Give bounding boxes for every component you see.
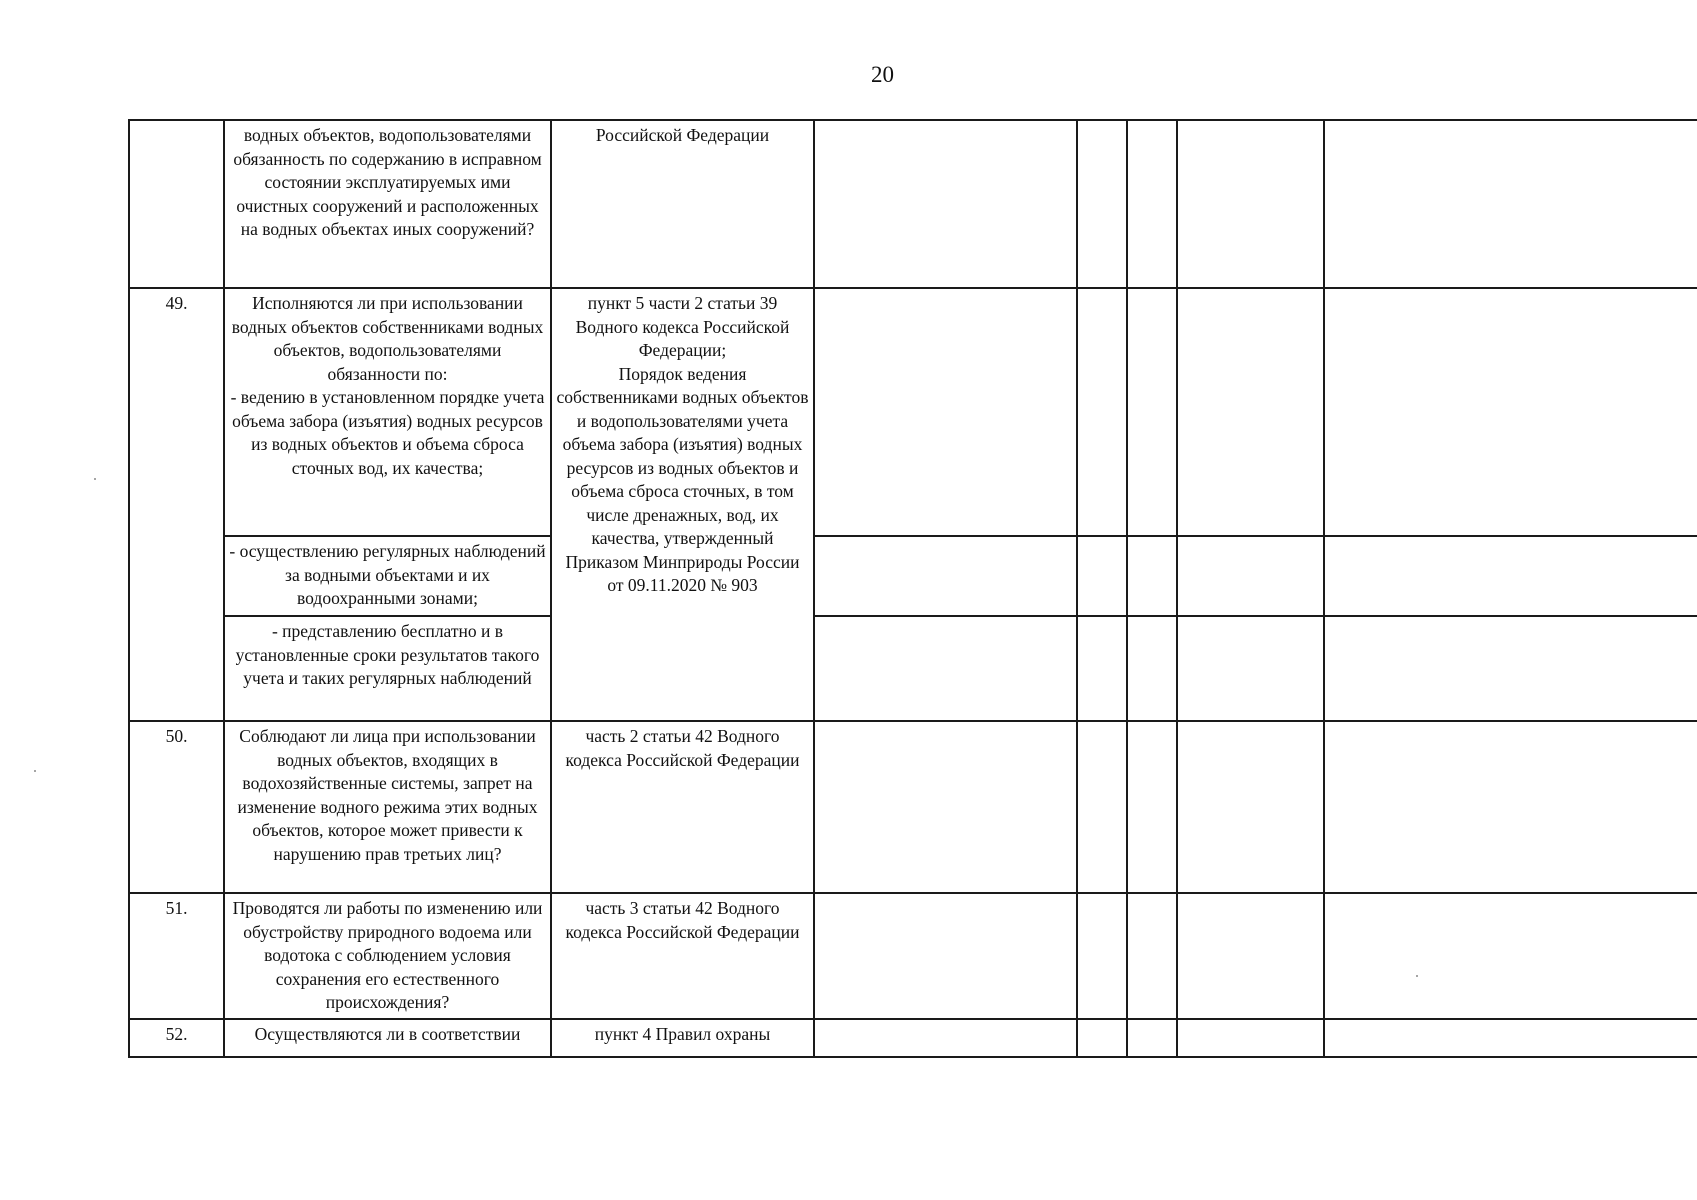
note-cell [1324, 893, 1697, 1019]
answer-na-cell [1127, 893, 1177, 1019]
note-cell [1324, 288, 1697, 536]
answer-yes-cell [814, 288, 1077, 536]
answer-yes-cell [814, 893, 1077, 1019]
answer-yes-cell [814, 1019, 1077, 1057]
note-cell [1324, 120, 1697, 288]
answer-no-cell [1077, 120, 1127, 288]
answer-na-cell [1127, 1019, 1177, 1057]
question-cell: Исполняются ли при использовании водных объектов собственниками водных объектов, водопользователями обязанности по: - ведению в установленном порядке учета объема забора (изъятия) водных ресурсов из водных объектов и объема сброса сточных вод, их качества; [224, 288, 551, 536]
answer-no-cell [1077, 721, 1127, 893]
answer-yes-cell [814, 721, 1077, 893]
table-row [129, 721, 1697, 893]
answer-na-cell [1127, 120, 1177, 288]
row-number: 50. [129, 721, 224, 893]
row-number: 52. [129, 1019, 224, 1057]
note-cell [1324, 1019, 1697, 1057]
answer-yes-cell [814, 536, 1077, 616]
answer-yes-cell [814, 120, 1077, 288]
answer-yes-cell [814, 616, 1077, 721]
answer-extra-cell [1177, 616, 1324, 721]
row-number: 49. [129, 288, 224, 721]
note-cell [1324, 536, 1697, 616]
page-number: 20 [871, 62, 894, 87]
reference-cell: часть 3 статьи 42 Водного кодекса Российской Федерации [551, 893, 814, 1019]
answer-extra-cell [1177, 1019, 1324, 1057]
scan-speck [94, 478, 96, 480]
answer-no-cell [1077, 288, 1127, 536]
answer-extra-cell [1177, 536, 1324, 616]
answer-extra-cell [1177, 893, 1324, 1019]
reference-cell: пункт 5 части 2 статьи 39 Водного кодекса Российской Федерации; Порядок ведения собственниками водных объектов и водопользователями учета объема забора (изъятия) водных ресурсов из водных объектов и объема сброса сточных, в том числе дренажных, вод, их качества, утвержденный Приказом Минприроды России от 09.11.2020 № 903 [551, 288, 814, 721]
table-row [129, 1019, 1697, 1057]
table-row [129, 616, 1697, 721]
table-row [129, 120, 1697, 288]
scan-speck [34, 770, 36, 772]
table-row [129, 893, 1697, 1019]
reference-cell: Российской Федерации [551, 120, 814, 288]
answer-extra-cell [1177, 288, 1324, 536]
table-row [129, 536, 1697, 616]
table-row [129, 288, 1697, 536]
reference-cell: пункт 4 Правил охраны [551, 1019, 814, 1057]
note-cell [1324, 721, 1697, 893]
answer-extra-cell [1177, 120, 1324, 288]
question-cell: водных объектов, водопользователями обязанность по содержанию в исправном состоянии эксплуатируемых ими очистных сооружений и расположенных на водных объектах иных сооружений? [224, 120, 551, 288]
answer-no-cell [1077, 1019, 1127, 1057]
reference-cell: часть 2 статьи 42 Водного кодекса Российской Федерации [551, 721, 814, 893]
note-cell [1324, 616, 1697, 721]
answer-no-cell [1077, 893, 1127, 1019]
question-cell: Соблюдают ли лица при использовании водных объектов, входящих в водохозяйственные системы, запрет на изменение водного режима этих водных объектов, которое может привести к нарушению прав третьих лиц? [224, 721, 551, 893]
scan-speck [1416, 975, 1418, 977]
answer-no-cell [1077, 536, 1127, 616]
question-cell: Проводятся ли работы по изменению или обустройству природного водоема или водотока с соблюдением условия сохранения его естественного происхождения? [224, 893, 551, 1019]
question-cell: - осуществлению регулярных наблюдений за водными объектами и их водоохранными зонами; [224, 536, 551, 616]
answer-na-cell [1127, 721, 1177, 893]
row-number: 51. [129, 893, 224, 1019]
answer-extra-cell [1177, 721, 1324, 893]
question-cell: - представлению бесплатно и в установленные сроки результатов такого учета и таких регулярных наблюдений [224, 616, 551, 721]
checklist-table [128, 119, 1697, 1058]
answer-na-cell [1127, 536, 1177, 616]
answer-na-cell [1127, 288, 1177, 536]
question-cell: Осуществляются ли в соответствии [224, 1019, 551, 1057]
row-number [129, 120, 224, 288]
answer-no-cell [1077, 616, 1127, 721]
answer-na-cell [1127, 616, 1177, 721]
